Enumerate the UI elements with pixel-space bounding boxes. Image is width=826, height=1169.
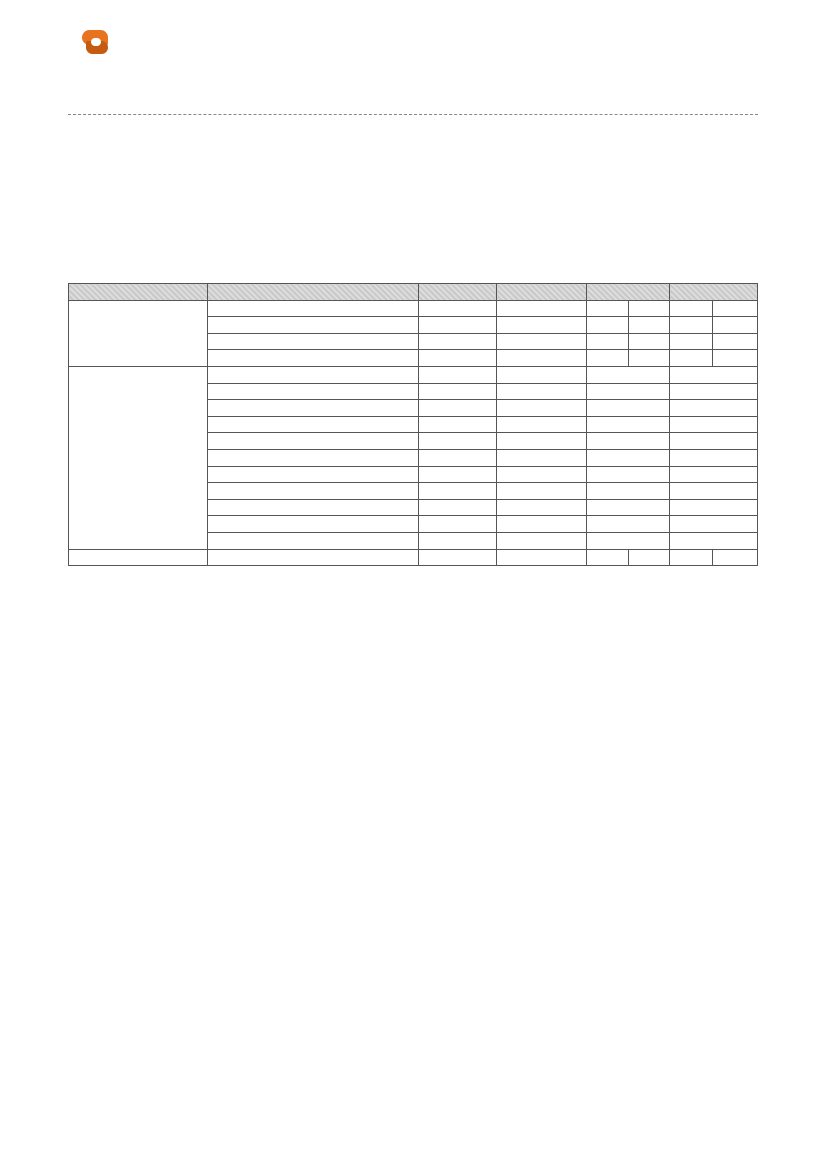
- day-change-cell: [587, 416, 670, 433]
- unit-cell: [418, 532, 497, 549]
- day-change-cell: [587, 549, 628, 566]
- week-change-cell: [670, 300, 713, 317]
- day-change-cell: [587, 483, 670, 500]
- week-change-cell: [670, 333, 713, 350]
- category-cell: [69, 366, 208, 549]
- day-change-cell: [587, 333, 628, 350]
- indicator-cell: [207, 433, 418, 450]
- category-cell: [69, 300, 208, 366]
- latest-cell: [497, 383, 587, 400]
- indicator-cell: [207, 466, 418, 483]
- day-change-cell: [587, 400, 670, 417]
- week-change-cell: [670, 549, 713, 566]
- week-change-cell: [670, 466, 758, 483]
- rebar-data-table: [68, 283, 758, 566]
- day-change-cell: [587, 433, 670, 450]
- table-row: [69, 300, 758, 317]
- logo-mark-icon: [82, 30, 110, 56]
- day-change-cell: [587, 366, 670, 383]
- week-change-pct-cell: [713, 317, 758, 334]
- indicator-cell: [207, 383, 418, 400]
- day-change-cell: [587, 350, 628, 367]
- week-change-cell: [670, 516, 758, 533]
- unit-cell: [418, 317, 497, 334]
- latest-cell: [497, 416, 587, 433]
- latest-cell: [497, 300, 587, 317]
- unit-cell: [418, 549, 497, 566]
- day-change-pct-cell: [628, 549, 669, 566]
- latest-cell: [497, 532, 587, 549]
- unit-cell: [418, 416, 497, 433]
- unit-cell: [418, 366, 497, 383]
- day-change-cell: [587, 449, 670, 466]
- week-change-pct-cell: [713, 333, 758, 350]
- week-change-cell: [670, 499, 758, 516]
- header-indicator: [207, 284, 418, 301]
- category-cell: [69, 549, 208, 566]
- unit-cell: [418, 350, 497, 367]
- week-change-cell: [670, 400, 758, 417]
- indicator-cell: [207, 300, 418, 317]
- unit-cell: [418, 433, 497, 450]
- indicator-cell: [207, 416, 418, 433]
- indicator-cell: [207, 516, 418, 533]
- week-change-cell: [670, 483, 758, 500]
- indicator-cell: [207, 483, 418, 500]
- unit-cell: [418, 449, 497, 466]
- divider: [68, 114, 758, 115]
- day-change-cell: [587, 516, 670, 533]
- day-change-cell: [587, 466, 670, 483]
- indicator-cell: [207, 499, 418, 516]
- latest-cell: [497, 317, 587, 334]
- day-change-cell: [587, 499, 670, 516]
- header-vs-week: [670, 284, 758, 301]
- latest-cell: [497, 499, 587, 516]
- unit-cell: [418, 499, 497, 516]
- unit-cell: [418, 300, 497, 317]
- unit-cell: [418, 466, 497, 483]
- week-change-cell: [670, 383, 758, 400]
- latest-cell: [497, 333, 587, 350]
- day-change-cell: [587, 300, 628, 317]
- unit-cell: [418, 400, 497, 417]
- indicator-cell: [207, 400, 418, 417]
- latest-cell: [497, 350, 587, 367]
- latest-cell: [497, 549, 587, 566]
- header-vs-day: [587, 284, 670, 301]
- week-change-pct-cell: [713, 549, 758, 566]
- company-logo: [82, 30, 116, 56]
- header-latest: [497, 284, 587, 301]
- latest-cell: [497, 516, 587, 533]
- latest-cell: [497, 466, 587, 483]
- week-change-cell: [670, 317, 713, 334]
- indicator-cell: [207, 350, 418, 367]
- table-header-row: [69, 284, 758, 301]
- latest-cell: [497, 366, 587, 383]
- latest-cell: [497, 400, 587, 417]
- week-change-cell: [670, 532, 758, 549]
- table-row: [69, 366, 758, 383]
- day-change-cell: [587, 383, 670, 400]
- latest-cell: [497, 449, 587, 466]
- day-change-pct-cell: [628, 317, 669, 334]
- day-change-cell: [587, 317, 628, 334]
- table-row: [69, 549, 758, 566]
- week-change-cell: [670, 366, 758, 383]
- table-body: [69, 300, 758, 566]
- latest-cell: [497, 433, 587, 450]
- unit-cell: [418, 383, 497, 400]
- operation-advice: [70, 234, 160, 245]
- indicator-cell: [207, 333, 418, 350]
- latest-cell: [497, 483, 587, 500]
- header-unit: [418, 284, 497, 301]
- indicator-cell: [207, 366, 418, 383]
- unit-cell: [418, 333, 497, 350]
- unit-cell: [418, 483, 497, 500]
- day-change-pct-cell: [628, 350, 669, 367]
- week-change-cell: [670, 449, 758, 466]
- indicator-cell: [207, 317, 418, 334]
- indicator-cell: [207, 532, 418, 549]
- indicator-cell: [207, 549, 418, 566]
- unit-cell: [418, 516, 497, 533]
- week-change-pct-cell: [713, 350, 758, 367]
- indicator-cell: [207, 449, 418, 466]
- day-change-cell: [587, 532, 670, 549]
- day-change-pct-cell: [628, 333, 669, 350]
- day-change-pct-cell: [628, 300, 669, 317]
- week-change-cell: [670, 433, 758, 450]
- week-change-pct-cell: [713, 300, 758, 317]
- week-change-cell: [670, 350, 713, 367]
- header-category: [69, 284, 208, 301]
- week-change-cell: [670, 416, 758, 433]
